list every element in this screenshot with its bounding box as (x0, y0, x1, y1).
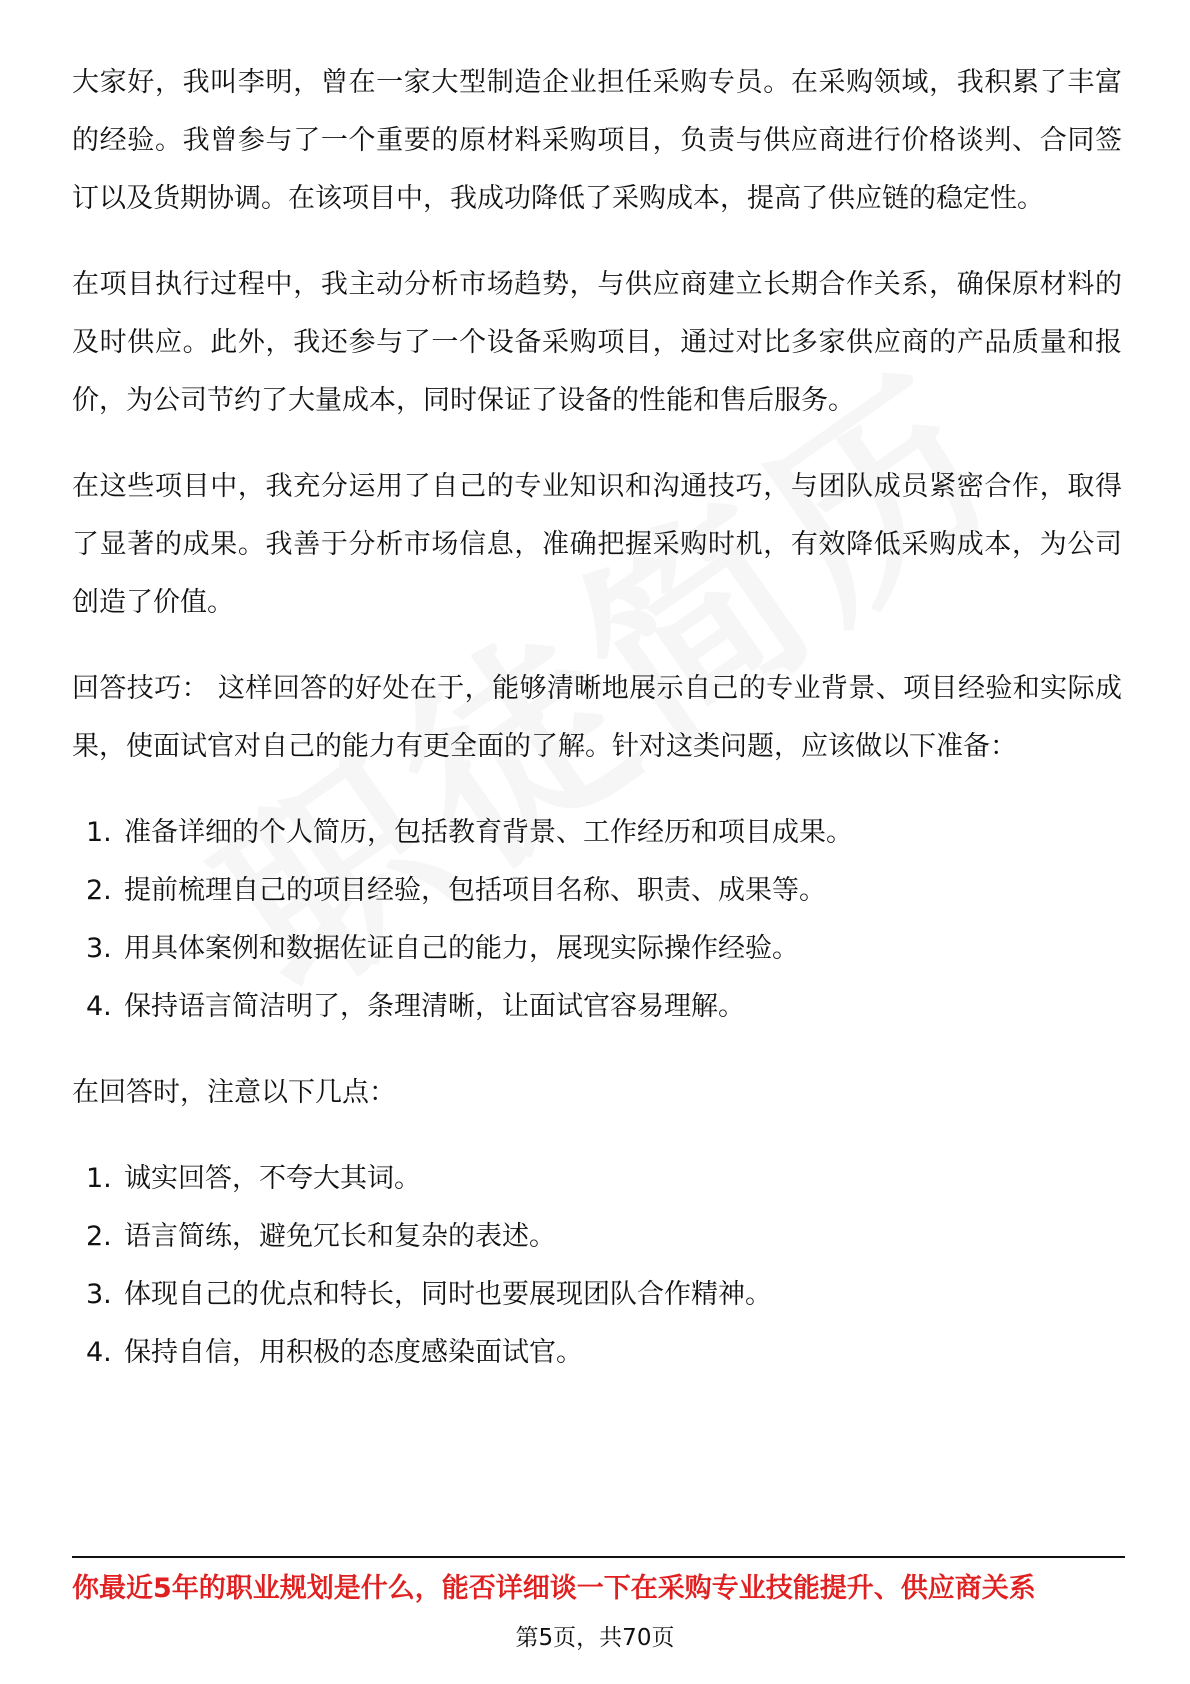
list-item (72, 1208, 1122, 1266)
list-number: 4. (86, 991, 112, 1022)
list-text: 用具体案例和数据佐证自己的能力，展现实际操作经验。 (124, 933, 799, 964)
list-text: 准备详细的个人简历，包括教育背景、工作经历和项目成果。 (124, 817, 853, 848)
document-body (72, 54, 1122, 1410)
paragraph-intro: 大家好，我叫李明，曾在一家大型制造企业担任采购专员。在采购领域，我积累了丰富的经验。我曾参与了一个重要的原材料采购项目，负责与供应商进行价格谈判、合同签订以及货期协调。在该项目中，我成功降低了采购成本，提高了供应链的稳定性。 (72, 67, 1122, 214)
prep-list (72, 804, 1122, 1036)
paragraph-results: 在这些项目中，我充分运用了自己的专业知识和沟通技巧，与团队成员紧密合作，取得了显著的成果。我善于分析市场信息，准确把握采购时机，有效降低采购成本，为公司创造了价值。 (72, 471, 1122, 618)
paragraph-execution: 在项目执行过程中，我主动分析市场趋势，与供应商建立长期合作关系，确保原材料的及时供应。此外，我还参与了一个设备采购项目，通过对比多家供应商的产品质量和报价，为公司节约了大量成本，同时保证了设备的性能和售后服务。 (72, 269, 1122, 416)
list-number: 3. (86, 1279, 112, 1310)
list-item (72, 1266, 1122, 1324)
list-number: 2. (86, 1221, 112, 1252)
list-number: 4. (86, 1337, 112, 1368)
list-text: 语言简练，避免冗长和复杂的表述。 (124, 1221, 556, 1252)
paragraph-tips: 回答技巧： 这样回答的好处在于，能够清晰地展示自己的专业背景、项目经验和实际成果，使面试官对自己的能力有更全面的了解。针对这类问题，应该做以下准备： (72, 673, 1122, 762)
list-number: 1. (86, 1163, 112, 1194)
list-number: 3. (86, 933, 112, 964)
next-question-heading: 你最近5年的职业规划是什么，能否详细谈一下在采购专业技能提升、供应商关系 (72, 1573, 1036, 1604)
notes-intro: 在回答时，注意以下几点： (72, 1077, 396, 1108)
list-number: 1. (86, 817, 112, 848)
list-number: 2. (86, 875, 112, 906)
list-text: 保持语言简洁明了，条理清晰，让面试官容易理解。 (124, 991, 745, 1022)
list-item (72, 978, 1122, 1036)
list-text: 诚实回答，不夸大其词。 (124, 1163, 421, 1194)
list-item (72, 920, 1122, 978)
list-text: 体现自己的优点和特长，同时也要展现团队合作精神。 (124, 1279, 772, 1310)
list-text: 提前梳理自己的项目经验，包括项目名称、职责、成果等。 (124, 875, 826, 906)
list-item (72, 1324, 1122, 1382)
list-text: 保持自信，用积极的态度感染面试官。 (124, 1337, 583, 1368)
notes-list (72, 1150, 1122, 1382)
section-divider (72, 1556, 1125, 1558)
list-item (72, 1150, 1122, 1208)
list-item (72, 862, 1122, 920)
list-item (72, 804, 1122, 862)
page-number: 第5页，共70页 (515, 1625, 675, 1651)
